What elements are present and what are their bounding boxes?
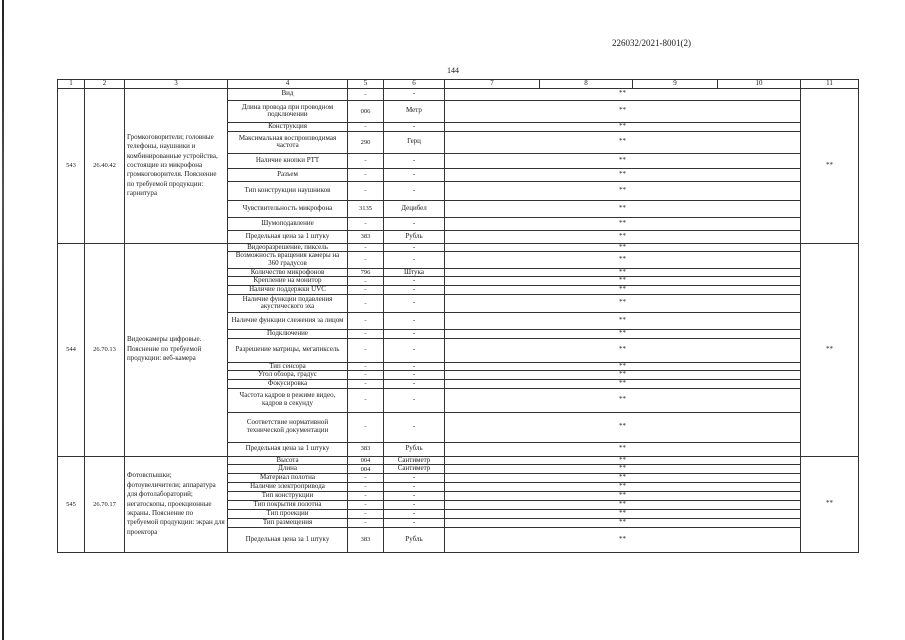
characteristic-name: Предельная цена за 1 штуку <box>228 230 348 243</box>
unit-name: - <box>384 294 445 312</box>
characteristic-value: ** <box>445 491 801 500</box>
unit-code: - <box>348 482 384 491</box>
characteristic-value: ** <box>445 200 801 217</box>
characteristic-value: ** <box>445 388 801 412</box>
unit-name: - <box>384 252 445 268</box>
characteristic-value: ** <box>445 243 801 252</box>
characteristic-name: Соответствие нормативной технической документации <box>228 412 348 442</box>
unit-code: 3135 <box>348 200 384 217</box>
unit-name: - <box>384 286 445 295</box>
unit-name: - <box>384 277 445 286</box>
unit-code: - <box>348 312 384 329</box>
characteristic-name: Конструкция <box>228 122 348 131</box>
unit-name: - <box>384 412 445 442</box>
characteristic-value: ** <box>445 527 801 552</box>
unit-code: - <box>348 379 384 388</box>
unit-name: - <box>384 88 445 100</box>
product-name: Громкоговорители; головные телефоны, наушники и комбинированные устройства, состоящие из микрофона громкоговорителя. Пояснение по требуемой продукции: гарнитура <box>125 88 228 243</box>
unit-code: - <box>348 518 384 527</box>
unit-name: - <box>384 181 445 200</box>
header-cell: 6 <box>384 80 445 89</box>
characteristic-name: Наличие функции подавления акустического эха <box>228 294 348 312</box>
table-row <box>58 88 859 100</box>
unit-name: - <box>384 491 445 500</box>
characteristic-value: ** <box>445 286 801 295</box>
characteristic-name: Длина <box>228 465 348 474</box>
characteristic-value: ** <box>445 371 801 380</box>
characteristic-value: ** <box>445 294 801 312</box>
characteristic-value: ** <box>445 230 801 243</box>
unit-name: - <box>384 388 445 412</box>
unit-code: - <box>348 252 384 268</box>
unit-name: Рубль <box>384 527 445 552</box>
header-cell: 3 <box>125 80 228 89</box>
unit-name: - <box>384 122 445 131</box>
column-11-value: ** <box>801 243 859 456</box>
unit-name: Рубль <box>384 230 445 243</box>
table-row <box>58 456 859 465</box>
characteristic-value: ** <box>445 268 801 277</box>
unit-code: - <box>348 168 384 181</box>
characteristic-value: ** <box>445 329 801 338</box>
unit-code: - <box>348 181 384 200</box>
unit-name: Децибел <box>384 200 445 217</box>
page-number: 144 <box>447 66 459 75</box>
unit-name: - <box>384 371 445 380</box>
unit-code: - <box>348 329 384 338</box>
product-name: Фотовспышки; фотоувеличители; аппаратура для фотолабораторий; негатоскопы, проекционные экраны. Пояснение по требуемой продукции: экран для проектора <box>125 456 228 552</box>
unit-name: Метр <box>384 100 445 122</box>
characteristic-name: Тип покрытия полотна <box>228 500 348 509</box>
characteristic-name: Тип проекции <box>228 509 348 518</box>
header-cell: 5 <box>348 80 384 89</box>
unit-name: - <box>384 217 445 230</box>
unit-code: - <box>348 500 384 509</box>
unit-code: - <box>348 122 384 131</box>
characteristic-name: Длина провода при проводном подключении <box>228 100 348 122</box>
characteristic-value: ** <box>445 312 801 329</box>
unit-code: 383 <box>348 527 384 552</box>
header-cell: 9 <box>633 80 718 89</box>
unit-code: 006 <box>348 100 384 122</box>
characteristic-name: Тип конструкции наушников <box>228 181 348 200</box>
unit-name: - <box>384 518 445 527</box>
okpd-code: 26.70.13 <box>85 243 125 456</box>
characteristic-value: ** <box>445 456 801 465</box>
characteristic-value: ** <box>445 482 801 491</box>
unit-name: Сантиметр <box>384 465 445 474</box>
binding-edge <box>2 0 4 640</box>
characteristic-name: Тип размещения <box>228 518 348 527</box>
unit-name: - <box>384 473 445 482</box>
characteristic-name: Частота кадров в режиме видео, кадров в секунду <box>228 388 348 412</box>
unit-name: Сантиметр <box>384 456 445 465</box>
characteristic-name: Разъем <box>228 168 348 181</box>
header-cell: 2 <box>85 80 125 89</box>
characteristic-value: ** <box>445 518 801 527</box>
characteristic-value: ** <box>445 442 801 456</box>
okpd-code: 26.40.42 <box>85 88 125 243</box>
unit-code: 004 <box>348 465 384 474</box>
characteristic-name: Наличие кнопки PTT <box>228 153 348 168</box>
unit-code: - <box>348 217 384 230</box>
unit-name: - <box>384 312 445 329</box>
unit-code: - <box>348 371 384 380</box>
item-number: 545 <box>58 456 85 552</box>
unit-name: Рубль <box>384 442 445 456</box>
unit-code: - <box>348 491 384 500</box>
characteristic-name: Материал полотна <box>228 473 348 482</box>
product-name: Видеокамеры цифровые. Пояснение по требуемой продукции: веб-камера <box>125 243 228 456</box>
characteristic-name: Подключение <box>228 329 348 338</box>
item-number: 543 <box>58 88 85 243</box>
characteristic-name: Тип конструкции <box>228 491 348 500</box>
unit-name: - <box>384 153 445 168</box>
unit-code: - <box>348 88 384 100</box>
column-11-value: ** <box>801 88 859 243</box>
table-row <box>58 243 859 252</box>
characteristic-value: ** <box>445 500 801 509</box>
characteristic-value: ** <box>445 379 801 388</box>
characteristic-value: ** <box>445 362 801 371</box>
characteristic-name: Тип сенсора <box>228 362 348 371</box>
characteristic-name: Вид <box>228 88 348 100</box>
unit-code: - <box>348 338 384 362</box>
unit-name: - <box>384 338 445 362</box>
unit-code: - <box>348 277 384 286</box>
unit-code: - <box>348 153 384 168</box>
characteristic-value: ** <box>445 153 801 168</box>
characteristic-value: ** <box>445 168 801 181</box>
characteristic-name: Чувствительность микрофона <box>228 200 348 217</box>
characteristic-value: ** <box>445 181 801 200</box>
characteristic-name: Наличие электропривода <box>228 482 348 491</box>
unit-code: - <box>348 243 384 252</box>
document-number: 226032/2021-8001(2) <box>612 38 691 48</box>
characteristic-value: ** <box>445 88 801 100</box>
characteristic-value: ** <box>445 465 801 474</box>
unit-name: - <box>384 362 445 371</box>
characteristic-name: Количество микрофонов <box>228 268 348 277</box>
header-cell: 8 <box>540 80 633 89</box>
header-cell: 1 <box>58 80 85 89</box>
characteristic-name: Угол обзора, градус <box>228 371 348 380</box>
okpd-code: 26.70.17 <box>85 456 125 552</box>
unit-code: 290 <box>348 131 384 153</box>
characteristic-value: ** <box>445 338 801 362</box>
header-cell: 11 <box>801 80 859 89</box>
characteristic-name: Высота <box>228 456 348 465</box>
characteristic-value: ** <box>445 509 801 518</box>
header-row <box>58 80 859 89</box>
header-cell: 7 <box>445 80 540 89</box>
unit-name: - <box>384 482 445 491</box>
characteristic-value: ** <box>445 131 801 153</box>
column-11-value: ** <box>801 456 859 552</box>
characteristic-name: Крепление на монитор <box>228 277 348 286</box>
unit-name: - <box>384 329 445 338</box>
characteristic-name: Наличие функции слежения за лицом <box>228 312 348 329</box>
unit-code: - <box>348 294 384 312</box>
unit-name: Герц <box>384 131 445 153</box>
characteristic-name: Видеоразрешение, пиксель <box>228 243 348 252</box>
characteristic-value: ** <box>445 412 801 442</box>
unit-name: - <box>384 509 445 518</box>
unit-code: - <box>348 509 384 518</box>
unit-name: - <box>384 379 445 388</box>
characteristic-value: ** <box>445 122 801 131</box>
characteristic-value: ** <box>445 473 801 482</box>
unit-code: - <box>348 473 384 482</box>
unit-name: Штука <box>384 268 445 277</box>
unit-code: 004 <box>348 456 384 465</box>
characteristic-value: ** <box>445 100 801 122</box>
unit-name: - <box>384 500 445 509</box>
header-cell: 10 <box>718 80 801 89</box>
characteristic-name: Возможность вращения камеры на 360 градусов <box>228 252 348 268</box>
unit-code: 383 <box>348 230 384 243</box>
unit-code: 383 <box>348 442 384 456</box>
unit-code: - <box>348 412 384 442</box>
characteristic-value: ** <box>445 252 801 268</box>
header-cell: 4 <box>228 80 348 89</box>
unit-code: - <box>348 388 384 412</box>
characteristic-value: ** <box>445 217 801 230</box>
characteristics-table <box>57 79 859 553</box>
unit-name: - <box>384 168 445 181</box>
unit-code: - <box>348 286 384 295</box>
characteristic-name: Предельная цена за 1 штуку <box>228 442 348 456</box>
characteristic-name: Предельная цена за 1 штуку <box>228 527 348 552</box>
characteristic-value: ** <box>445 277 801 286</box>
characteristic-name: Максимальная воспроизводимая частота <box>228 131 348 153</box>
unit-name: - <box>384 243 445 252</box>
characteristic-name: Фокусировка <box>228 379 348 388</box>
characteristic-name: Наличие поддержки UVC <box>228 286 348 295</box>
item-number: 544 <box>58 243 85 456</box>
unit-code: 796 <box>348 268 384 277</box>
unit-code: - <box>348 362 384 371</box>
characteristic-name: Разрешение матрицы, мегапиксель <box>228 338 348 362</box>
characteristic-name: Шумоподавление <box>228 217 348 230</box>
